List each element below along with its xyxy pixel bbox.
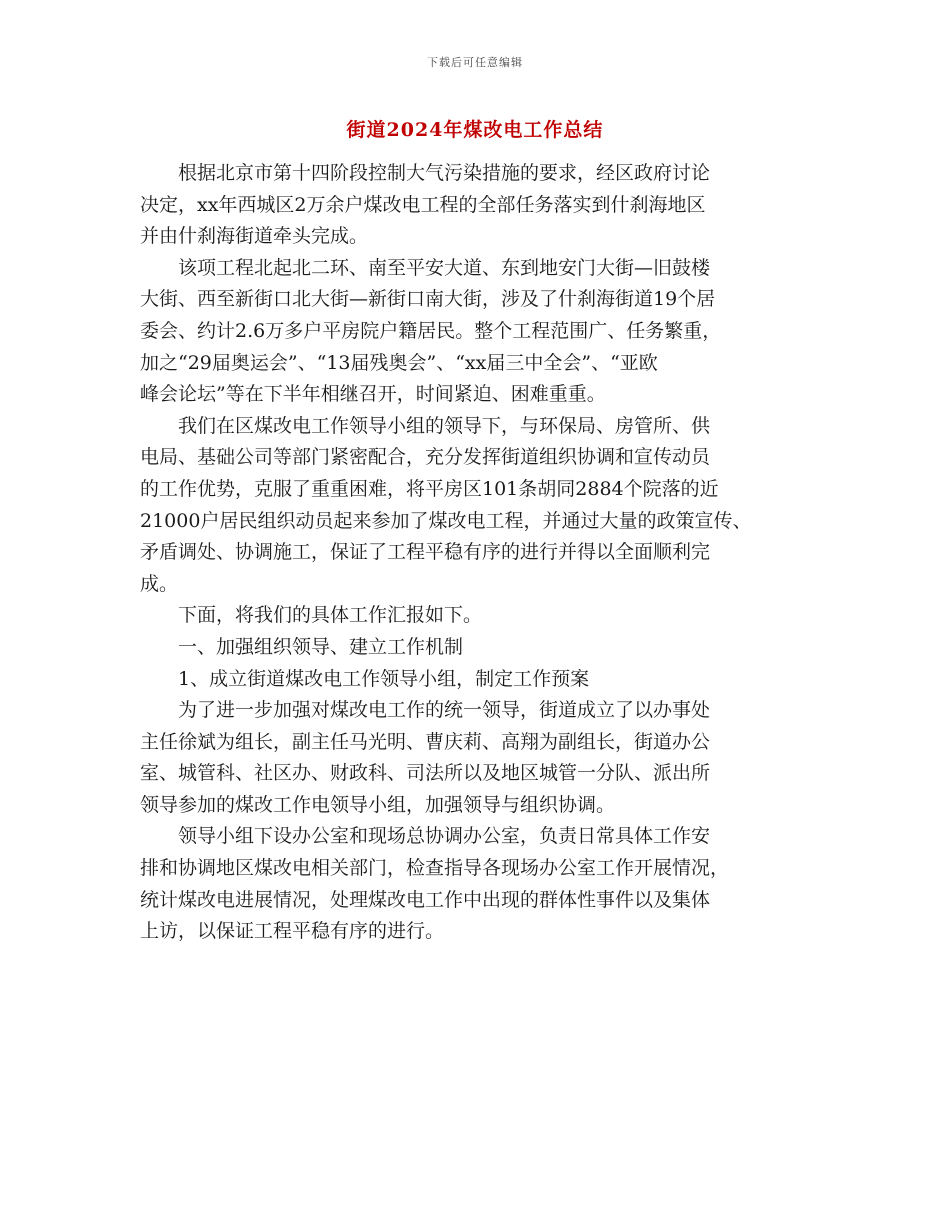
- paragraph-4: [140, 600, 820, 632]
- document-body: [140, 158, 820, 948]
- text-line: 一、加强组织领导、建立工作机制: [178, 635, 464, 658]
- text-line: 加之“29届奥运会”、“13届残奥会”、“xx届三中全会”、“亚欧: [140, 351, 658, 374]
- text-line: 委会、约计2.6万多户平房院户籍居民。整个工程范围广、任务繁重，: [140, 319, 722, 342]
- text-line: 排和协调地区煤改电相关部门，检查指导各现场办公室工作开展情况，: [140, 857, 730, 880]
- text-line: 领导参加的煤改工作电领导小组，加强领导与组织协调。: [140, 793, 616, 816]
- document-title: 街道2024年煤改电工作总结: [346, 119, 604, 141]
- text-line: 下面，将我们的具体工作汇报如下。: [178, 604, 483, 627]
- text-line: 的工作优势，克服了重重困难，将平房区101条胡同2884个院落的近: [140, 477, 719, 500]
- text-line: 领导小组下设办公室和现场总协调办公室，负责日常具体工作安: [178, 825, 711, 848]
- text-line: 上访，以保证工程平稳有序的进行。: [140, 920, 445, 943]
- text-line: 该项工程北起北二环、南至平安大道、东到地安门大街—旧鼓楼: [178, 256, 711, 279]
- text-line: 电局、基础公司等部门紧密配合，充分发挥街道组织协调和宣传动员: [140, 446, 711, 469]
- text-line: 峰会论坛”等在下半年相继召开，时间紧迫、困难重重。: [140, 383, 606, 406]
- text-line: 决定，xx年西城区2万余户煤改电工程的全部任务落实到什刹海地区: [140, 193, 706, 216]
- text-line: 主任徐斌为组长，副主任马光明、曹庆莉、高翔为副组长，街道办公: [140, 730, 711, 753]
- text-line: 为了进一步加强对煤改电工作的统一领导，街道成立了以办事处: [178, 699, 711, 722]
- text-line: 并由什刹海街道牵头完成。: [140, 225, 369, 248]
- text-line: 我们在区煤改电工作领导小组的领导下，与环保局、房管所、供: [178, 414, 711, 437]
- text-line: 大街、西至新街口北大街—新街口南大街，涉及了什刹海街道19个居: [140, 288, 716, 311]
- paragraph-2: [140, 253, 820, 411]
- text-line: 成。: [140, 572, 179, 595]
- paragraph-6: [140, 821, 820, 947]
- paragraph-5: [140, 695, 820, 821]
- text-line: 21000户居民组织动员起来参加了煤改电工程，并通过大量的政策宣传、: [140, 509, 752, 532]
- section-heading-1: [140, 632, 820, 664]
- text-line: 统计煤改电进展情况，处理煤改电工作中出现的群体性事件以及集体: [140, 888, 711, 911]
- subsection-heading-1: [140, 664, 820, 696]
- header-note: 下载后可任意编辑: [427, 56, 523, 69]
- paragraph-3: [140, 411, 820, 601]
- paragraph-1: [140, 158, 820, 253]
- text-line: 1、成立街道煤改电工作领导小组，制定工作预案: [178, 667, 590, 690]
- text-line: 室、城管科、社区办、财政科、司法所以及地区城管一分队、派出所: [140, 762, 711, 785]
- text-line: 根据北京市第十四阶段控制大气污染措施的要求，经区政府讨论: [178, 162, 711, 184]
- text-line: 矛盾调处、协调施工，保证了工程平稳有序的进行并得以全面顺利完: [140, 541, 711, 564]
